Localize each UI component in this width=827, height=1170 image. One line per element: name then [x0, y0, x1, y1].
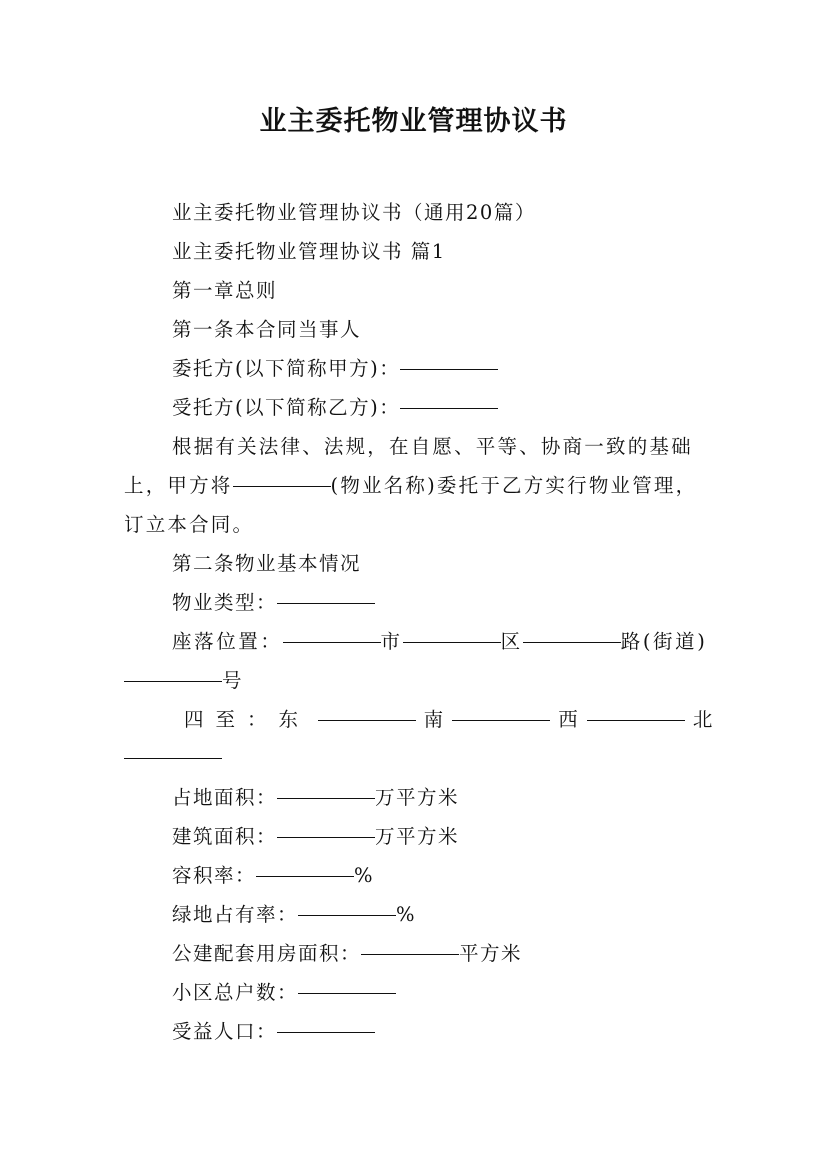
paragraph-clause-1: 第一条本合同当事人 — [172, 318, 362, 341]
blank-field — [400, 368, 498, 370]
blank-field — [277, 797, 375, 799]
paragraph-party-a: 委托方(以下简称甲方)： — [124, 349, 714, 388]
blank-field — [587, 719, 685, 721]
blank-field — [298, 914, 396, 916]
blank-field — [124, 680, 222, 682]
paragraph-collection-title: 业主委托物业管理协议书（通用20篇） — [172, 201, 536, 224]
paragraph-clause-2: 第二条物业基本情况 — [172, 552, 362, 575]
document-title: 业主委托物业管理协议书 — [259, 106, 568, 137]
blank-field — [277, 602, 375, 604]
paragraph-chapter-heading: 第一章总则 — [172, 279, 278, 302]
blank-field — [403, 641, 501, 643]
paragraph-land-area: 占地面积： 万平方米 — [172, 786, 460, 809]
paragraph-boundaries: 四至：东 南 西 北 — [184, 708, 714, 731]
paragraph-property-type: 物业类型： — [124, 583, 714, 622]
paragraph-beneficiary-population: 受益人口： — [124, 1012, 714, 1051]
blank-field — [277, 836, 375, 838]
blank-field — [283, 641, 381, 643]
paragraph-article-heading: 业主委托物业管理协议书 篇1 — [172, 240, 446, 263]
blank-field — [298, 992, 396, 994]
paragraph-green-ratio: 绿地占有率： % — [172, 903, 417, 926]
blank-field — [452, 719, 550, 721]
paragraph-household-count: 小区总户数： — [124, 973, 714, 1012]
document-body — [124, 193, 714, 1051]
paragraph-plot-ratio: 容积率： % — [172, 864, 375, 887]
paragraph-location: 座落位置： 市 区 路(街道)号 — [124, 622, 714, 700]
blank-field — [400, 407, 498, 409]
paragraph-building-area: 建筑面积： 万平方米 — [172, 825, 460, 848]
blank-field — [523, 641, 621, 643]
blank-field — [256, 875, 354, 877]
blank-field — [277, 1031, 375, 1033]
paragraph-public-facility-area: 公建配套用房面积： 平方米 — [172, 942, 523, 965]
paragraph-agreement-basis: 根据有关法律、法规，在自愿、平等、协商一致的基础上，甲方将 (物业名称)委托于乙方实行物业管理，订立本合同。 — [124, 435, 698, 536]
blank-field — [361, 953, 459, 955]
blank-field — [233, 485, 331, 487]
blank-field — [318, 719, 416, 721]
blank-field — [124, 757, 222, 759]
paragraph-party-b: 受托方(以下简称乙方)： — [124, 388, 714, 427]
